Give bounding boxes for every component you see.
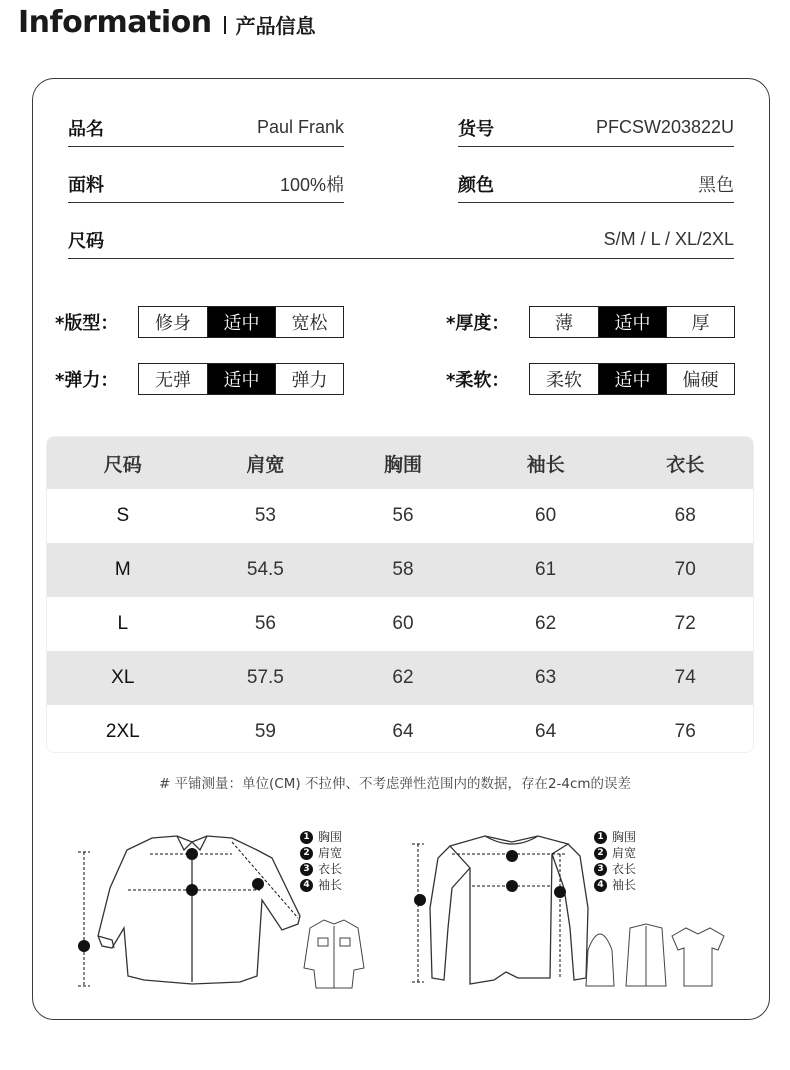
table-cell: 56 — [254, 613, 276, 634]
page-header — [18, 2, 316, 42]
thickness-option: 厚 — [666, 307, 734, 337]
table-header-cell: 尺码 — [103, 453, 142, 476]
legend-number: 1 — [300, 831, 313, 844]
table-header-cell: 袖长 — [526, 453, 565, 476]
sku-label: 货号 — [458, 118, 494, 140]
attr-thickness-label: *厚度： — [446, 313, 510, 334]
header-title-zh: 产品信息 — [235, 13, 316, 38]
attr-softness-label: *柔软： — [446, 370, 510, 391]
table-cell: 63 — [535, 667, 557, 688]
legend-item — [300, 829, 342, 845]
legend-label: 袖长 — [612, 878, 637, 892]
table-cell: 58 — [392, 559, 414, 580]
table-cell: 74 — [674, 667, 696, 688]
legend-number: 1 — [594, 831, 607, 844]
material-value: 100%棉 — [279, 174, 344, 195]
table-cell: 64 — [392, 721, 414, 742]
attr-softness-options — [529, 363, 735, 395]
fit-option: 适中 — [207, 307, 275, 337]
table-cell: 62 — [535, 613, 557, 634]
table-cell: 59 — [254, 721, 276, 742]
header-divider — [224, 16, 226, 34]
sweater-measure-diagram — [410, 828, 730, 993]
legend-item — [300, 877, 342, 893]
table-cell: M — [114, 559, 131, 580]
legend-sweater — [594, 829, 636, 893]
table-header-cell: 肩宽 — [246, 453, 285, 476]
table-cell: 2XL — [105, 721, 140, 742]
info-row-sku — [458, 109, 734, 147]
legend-item — [300, 845, 342, 861]
table-cell: S — [116, 505, 130, 526]
table-cell: 53 — [254, 505, 276, 526]
legend-number: 2 — [300, 847, 313, 860]
legend-label: 袖长 — [318, 878, 343, 892]
table-row — [47, 597, 753, 651]
softness-option: 偏硬 — [666, 364, 734, 394]
legend-label: 胸围 — [318, 830, 343, 844]
color-value: 黑色 — [698, 174, 734, 195]
legend-item — [594, 861, 636, 877]
header-title-en: Information — [18, 4, 212, 40]
size-table — [46, 436, 754, 753]
info-row-color — [458, 165, 734, 203]
fit-option: 修身 — [139, 307, 207, 337]
measurement-note: # 平铺测量：单位(CM) 不拉伸、不考虑弹性范围内的数据，存在2-4cm的误差 — [158, 776, 632, 792]
thickness-option: 适中 — [598, 307, 666, 337]
table-cell: 54.5 — [246, 559, 284, 580]
material-label: 面料 — [68, 174, 104, 196]
attr-elasticity — [55, 363, 344, 395]
size-label: 尺码 — [68, 230, 104, 252]
legend-number: 4 — [300, 879, 313, 892]
table-cell: 72 — [674, 613, 696, 634]
legend-shirt — [300, 829, 342, 893]
table-row — [47, 543, 753, 597]
table-cell: 60 — [535, 505, 557, 526]
attr-fit-options — [138, 306, 344, 338]
elasticity-option: 弹力 — [275, 364, 343, 394]
attr-softness — [446, 363, 735, 395]
sku-value: PFCSW203822U — [595, 117, 734, 137]
table-cell: L — [117, 613, 129, 634]
attr-fit-label: *版型： — [55, 313, 119, 334]
size-value: S/M / L / XL/2XL — [603, 229, 734, 249]
table-cell: 56 — [392, 505, 414, 526]
table-cell: 61 — [535, 559, 557, 580]
name-value: Paul Frank — [256, 117, 344, 137]
info-row-name — [68, 109, 344, 147]
attr-fit — [55, 306, 344, 338]
legend-number: 3 — [594, 863, 607, 876]
legend-item — [594, 877, 636, 893]
legend-item — [594, 845, 636, 861]
color-label: 颜色 — [458, 174, 494, 196]
legend-item — [594, 829, 636, 845]
table-cell: 70 — [674, 559, 696, 580]
table-row — [47, 651, 753, 705]
elasticity-option: 无弹 — [139, 364, 207, 394]
table-row — [47, 705, 753, 753]
legend-number: 2 — [594, 847, 607, 860]
legend-label: 衣长 — [612, 862, 637, 876]
table-cell: XL — [111, 667, 135, 688]
info-row-size — [68, 221, 734, 259]
table-cell: 60 — [392, 613, 414, 634]
softness-option: 适中 — [598, 364, 666, 394]
legend-number: 3 — [300, 863, 313, 876]
fit-option: 宽松 — [275, 307, 343, 337]
elasticity-option: 适中 — [207, 364, 275, 394]
legend-label: 肩宽 — [318, 846, 343, 860]
legend-number: 4 — [594, 879, 607, 892]
table-header-cell: 胸围 — [383, 453, 422, 476]
table-row — [47, 489, 753, 543]
legend-item — [300, 861, 342, 877]
table-cell: 57.5 — [246, 667, 284, 688]
thickness-option: 薄 — [530, 307, 598, 337]
attr-thickness-options — [529, 306, 735, 338]
info-row-material — [68, 165, 344, 203]
softness-option: 柔软 — [530, 364, 598, 394]
legend-label: 衣长 — [318, 862, 343, 876]
attr-elasticity-label: *弹力： — [55, 370, 119, 391]
table-cell: 76 — [674, 721, 696, 742]
table-cell: 64 — [535, 721, 557, 742]
name-label: 品名 — [68, 118, 104, 140]
table-cell: 68 — [674, 505, 696, 526]
legend-label: 胸围 — [612, 830, 637, 844]
table-header-cell: 衣长 — [666, 453, 705, 476]
attr-thickness — [446, 306, 735, 338]
table-header-row — [47, 437, 753, 489]
attr-elasticity-options — [138, 363, 344, 395]
table-cell: 62 — [392, 667, 414, 688]
legend-label: 肩宽 — [612, 846, 637, 860]
